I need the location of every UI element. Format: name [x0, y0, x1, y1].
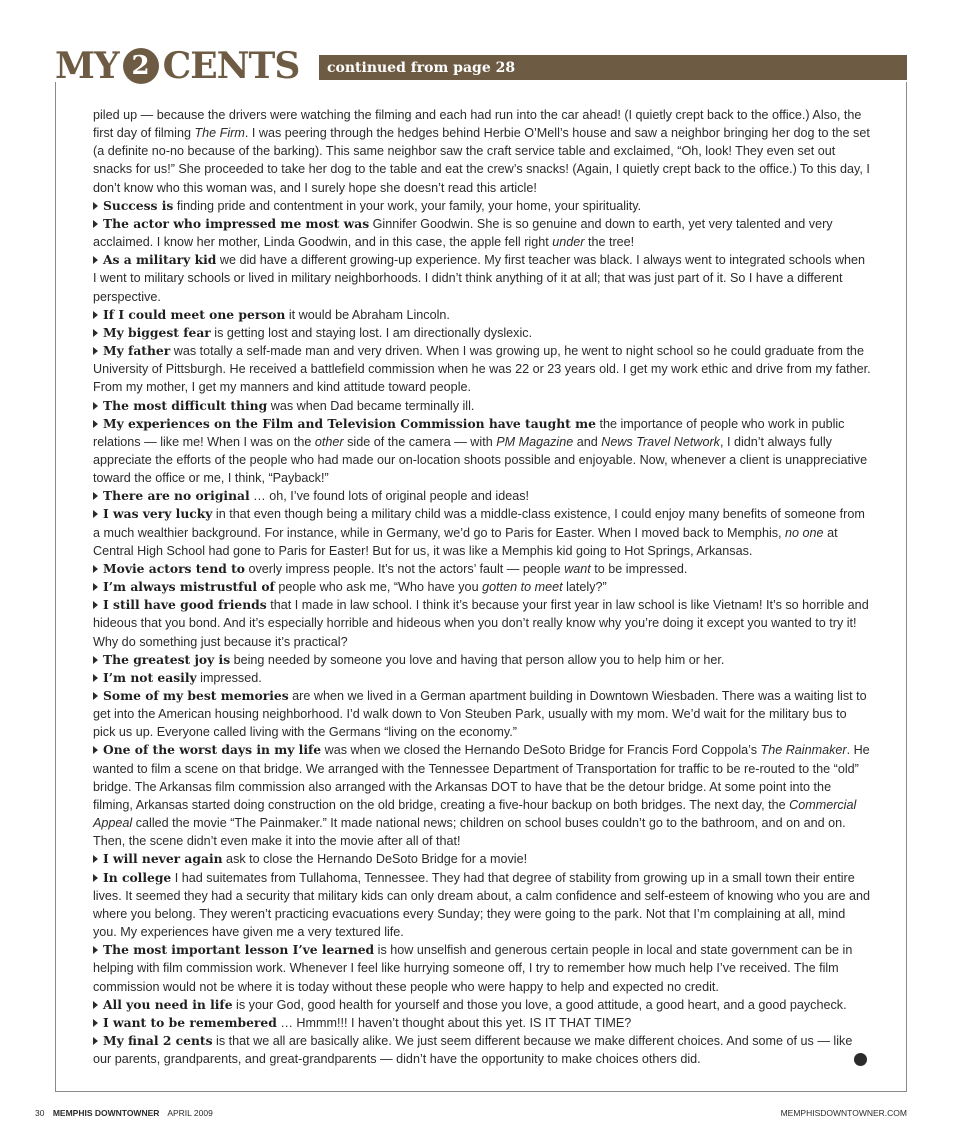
italic-text: The Rainmaker [760, 743, 847, 758]
item-lead-in: My father [103, 343, 171, 359]
bullet-arrow-icon [93, 402, 98, 410]
bullet-arrow-icon [93, 692, 98, 700]
article-item [93, 651, 871, 669]
italic-text: no one [785, 525, 824, 540]
text-run: is how unselfish and generous certain people in local and state government can be in helping with film commission work. Whenever I feel like hurrying someone off, I try to remember how much help I’ve received. The film commission would not be where it is today without these people who were happy to help and expected no credit. [93, 943, 853, 994]
article-item [93, 251, 871, 305]
article-item [93, 578, 871, 596]
item-lead-in: One of the worst days in my life [103, 742, 322, 758]
article-item [93, 215, 871, 251]
item-lead-in: I’m not easily [103, 669, 197, 685]
bullet-arrow-icon [93, 674, 98, 682]
article-body [93, 106, 871, 1068]
text-run: overly impress people. It’s not the actors’ fault — people [244, 561, 565, 576]
publication-name: MEMPHIS DOWNTOWNER [52, 1108, 160, 1118]
item-lead-in: The most difficult thing [103, 397, 268, 413]
text-run: being needed by someone you love and having that person allow you to help him or her. [230, 652, 725, 667]
text-run: was when we closed the Hernando DeSoto Bridge for Francis Ford Coppola’s [321, 743, 761, 758]
item-lead-in: The most important lesson I’ve learned [103, 942, 375, 958]
article-item [93, 342, 871, 396]
bullet-arrow-icon [93, 855, 98, 863]
article-item [93, 324, 871, 342]
text-run: we did have a different growing-up experience. My first teacher was black. I always went to integrated schools when I went to military schools or lived in military neighborhoods. I didn’t think anything of it at all; that was just part of it. So I have a different perspective. [93, 253, 866, 304]
bullet-arrow-icon [93, 1001, 98, 1009]
text-run: called the movie “The Painmaker.” It made national news; children on school buses couldn’t go to the bathroom, and on and on. Then, the scene didn’t even make it into the movie after all of that! [93, 816, 846, 849]
text-run: ask to close the Hernando DeSoto Bridge for a movie! [222, 852, 528, 867]
bullet-arrow-icon [93, 347, 98, 355]
bullet-arrow-icon [93, 492, 98, 500]
continued-label: continued from page 28 [327, 59, 516, 76]
italic-text: Commercial Appeal [93, 797, 857, 831]
article-item [93, 741, 871, 850]
bullet-arrow-icon [93, 329, 98, 337]
end-mark-icon [854, 1053, 867, 1066]
bullet-arrow-icon [93, 874, 98, 882]
text-run: the importance of people who work in public relations — like me! When I was on the [93, 416, 845, 449]
text-run: I had suitemates from Tullahoma, Tennessee. They had that degree of stability from growing up in a small town their entire lives. It seemed they had a security that military kids can only dream about, a calm confidence and self-esteem of knowing who you are and where you belong. They weren’t practicing evacuations every Sunday; they were going to the park. Not that I’m complaining at all, mind you. My experiences have given me a very textured life. [93, 870, 871, 940]
text-run: it would be Abraham Lincoln. [285, 307, 450, 322]
item-lead-in: My biggest fear [103, 324, 211, 340]
text-run: … oh, I’ve found lots of original people and ideas! [249, 489, 530, 504]
text-run: in that even though being a military child was a middle-class existence, I could enjoy many benefits of someone from a much wealthier background. For instance, while in Germany, we’d go to Paris for Easter. When I moved back to Memphis, [93, 507, 865, 540]
article-item [93, 505, 871, 559]
text-run: … Hmmm!!! I haven’t thought about this yet. IS IT THAT TIME? [276, 1015, 632, 1030]
website: MEMPHISDOWNTOWNER.COM [780, 1108, 907, 1118]
text-run: and [573, 434, 602, 449]
bullet-arrow-icon [93, 946, 98, 954]
bullet-arrow-icon [93, 311, 98, 319]
page-footer [35, 1108, 907, 1122]
text-run: are when we lived in a German apartment building in Downtown Wiesbaden. There was a waiting list to get into the American housing neighborhood. I’d walk down to Von Steuben Park, usually with my mom. We’d wait for the military bus to pick us up. Everyone called living with the Germans “living on the economy.” [93, 689, 867, 740]
bullet-arrow-icon [93, 746, 98, 754]
item-lead-in: In college [103, 869, 172, 885]
bullet-arrow-icon [93, 1037, 98, 1045]
text-run: is that we all are basically alike. We just seem different because we make different choices. And some of us — like our parents, grandparents, and great-grandparents — didn’t have the opportunity to make choices others did. [93, 1033, 853, 1067]
continued-banner [319, 55, 907, 80]
article-item [93, 996, 871, 1014]
article-item [93, 415, 871, 488]
bullet-arrow-icon [93, 565, 98, 573]
text-run: people who ask me, “Who have you [274, 580, 483, 595]
logo-word-cents: CENTS [162, 45, 300, 87]
bullet-arrow-icon [93, 1019, 98, 1027]
text-run: to be impressed. [590, 561, 688, 576]
item-lead-in: Some of my best memories [103, 688, 289, 703]
article-item [93, 1014, 871, 1032]
item-lead-in: As a military kid [103, 252, 217, 268]
item-lead-in: I still have good friends [103, 597, 267, 613]
text-run: was totally a self-made man and very driven. When I was growing up, he went to night school so he could graduate from the University of Pittsburgh. He received a battlefield commission when he was 22 or 23 years old. I get my work ethic and drive from my father. From my mother, I get my manners and kind attitude toward people. [93, 344, 871, 395]
item-lead-in: All you need in life [103, 996, 233, 1012]
item-lead-in: My final 2 cents [103, 1032, 213, 1048]
text-run: that I made in law school. I think it’s because your first year in law school is like Vietnam! It’s so horrible and hideous that you bond. And it’s especially horrible and hideous when you don’t really know why you’re doing it except you wanted to try it! Why do something just because it’s practical? [93, 598, 869, 649]
text-run: piled up — because the drivers were watching the filming and each had run into the car ahead! (I quietly crept back to the office.) Also, the first day of filming [93, 108, 862, 141]
intro-paragraph [93, 106, 871, 197]
italic-text: The Firm [194, 126, 245, 141]
bullet-arrow-icon [93, 601, 98, 609]
footer-left [35, 1108, 213, 1118]
item-lead-in: I will never again [103, 851, 223, 867]
italic-text: News Travel Network [601, 434, 720, 449]
item-lead-in: There are no original [103, 488, 250, 504]
text-run: Ginnifer Goodwin. She is so genuine and down to earth, yet very talented and very acclaimed. I know her mother, Linda Goodwin, and in this case, the apple fell right [93, 216, 833, 250]
text-run: finding pride and contentment in your work, your family, your home, your spirituality. [173, 198, 642, 213]
text-run: , I didn’t always fully appreciate the efforts of the people who had made our on-location shoots possible and enjoyable. Now, whenever a client is unappreciative toward the office or me, I think, “Payback!” [93, 434, 868, 486]
bullet-arrow-icon [93, 420, 98, 428]
item-lead-in: I want to be remembered [103, 1014, 277, 1030]
item-lead-in: I was very lucky [103, 506, 213, 522]
article-item [93, 306, 871, 324]
text-run: lately?” [562, 580, 607, 595]
italic-text: want [564, 561, 591, 576]
article-item [93, 941, 871, 995]
item-lead-in: My experiences on the Film and Television Commission have taught me [103, 415, 596, 431]
logo-word-my: MY [55, 45, 119, 87]
item-lead-in: I’m always mistrustful of [103, 579, 275, 595]
text-run: is getting lost and staying lost. I am directionally dyslexic. [210, 325, 533, 340]
page-number: 30 [35, 1108, 45, 1118]
text-run: . I was peering through the hedges behind Herbie O’Mell’s house and saw a neighbor bringing her dog to the set (a definite no-no because of the barking). This same neighbor saw the craft service table and exclaimed, “Oh, look! They even set out snacks for us!” She proceeded to take her dog to the table and eat the crew’s snacks! (Again, I quietly crept back to the office.) To this day, I don’t know who this woman was, and I surely hope she doesn’t read this article! [93, 126, 870, 195]
bullet-arrow-icon [93, 202, 98, 210]
article-item [93, 487, 871, 505]
article-item [93, 596, 871, 650]
issue-date: APRIL 2009 [167, 1108, 213, 1118]
bullet-arrow-icon [93, 656, 98, 664]
italic-text: under [552, 235, 585, 250]
bullet-arrow-icon [93, 583, 98, 591]
italic-text: gotten to meet [482, 580, 563, 595]
text-run: was when Dad became terminally ill. [267, 398, 475, 413]
article-item [93, 397, 871, 415]
bullet-arrow-icon [93, 220, 98, 228]
article-item [93, 850, 871, 868]
item-lead-in: Success is [103, 197, 174, 213]
article-item [93, 687, 871, 741]
my-2-cents-logo [55, 46, 299, 86]
text-run: impressed. [196, 670, 262, 685]
text-run: the tree! [584, 235, 635, 250]
bullet-arrow-icon [93, 256, 98, 264]
item-lead-in: The actor who impressed me most was [103, 215, 370, 231]
article-item [93, 197, 871, 215]
article-item [93, 869, 871, 942]
text-run: is your God, good health for yourself and those you love, a good attitude, a good heart, and a good paycheck. [232, 997, 847, 1012]
column-header [55, 46, 907, 86]
bullet-arrow-icon [93, 510, 98, 518]
text-run: . He wanted to film a scene on that bridge. We arranged with the Tennessee Department of Transportation for traffic to be re-routed to the “old” bridge. The Arkansas film commission also arranged with the Arkansas DOT to have that be the detour bridge. At some point into the filming, Arkansas started doing construction on the old bridge, creating a five-hour backup on both bridges. The next day, the [93, 743, 870, 812]
item-lead-in: The greatest joy is [103, 651, 231, 667]
text-run: at Central High School had gone to Paris for Easter! But for us, it was like a Memphis kid going to Hot Springs, Arkansas. [93, 525, 838, 558]
article-item [93, 1032, 871, 1068]
text-run: side of the camera — with [343, 434, 497, 449]
italic-text: other [314, 434, 344, 449]
item-lead-in: Movie actors tend to [103, 560, 245, 576]
logo-number-circle: 2 [123, 48, 159, 84]
article-item [93, 669, 871, 687]
article-item [93, 560, 871, 578]
item-lead-in: If I could meet one person [103, 306, 286, 322]
italic-text: PM Magazine [496, 434, 574, 449]
